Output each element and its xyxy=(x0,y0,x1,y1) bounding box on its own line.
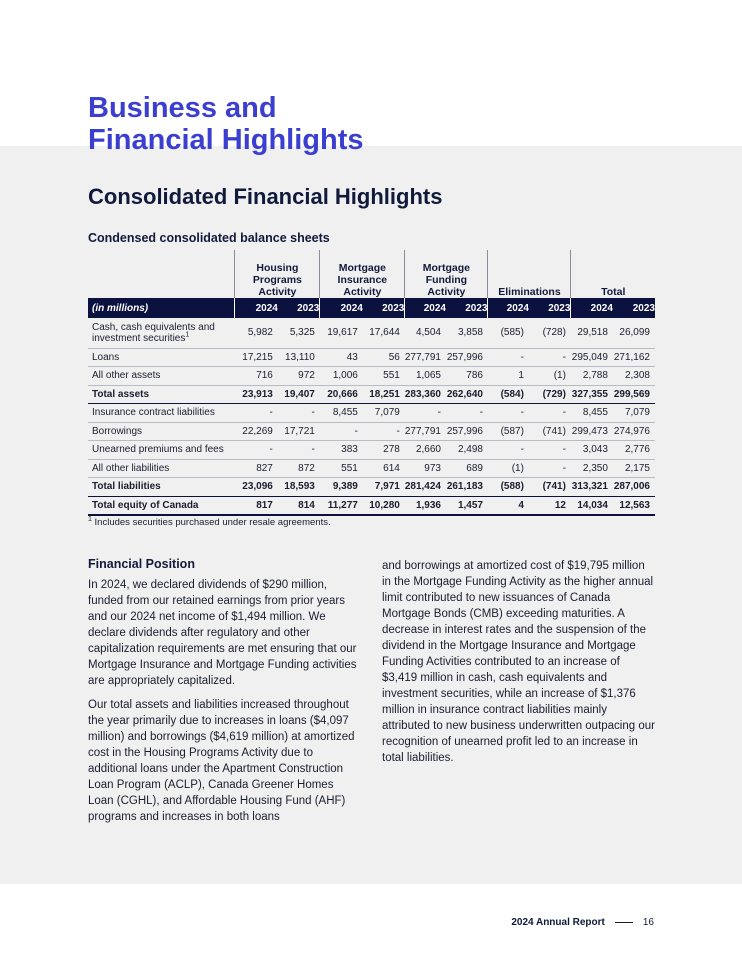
table-cell: 973 xyxy=(405,459,446,478)
table-cell: 3,043 xyxy=(571,441,613,460)
table-cell: 5,982 xyxy=(235,318,278,348)
group-header-row xyxy=(88,250,655,298)
row-label: Total liabilities xyxy=(88,478,235,497)
table-cell: 1 xyxy=(488,367,529,386)
section-title: Consolidated Financial Highlights xyxy=(88,184,443,209)
table-cell: 26,099 xyxy=(613,318,655,348)
table-row xyxy=(88,459,655,478)
row-label: Insurance contract liabilities xyxy=(88,404,235,423)
page-title-line2: Financial Highlights xyxy=(88,124,364,156)
table-cell: 7,971 xyxy=(363,478,405,497)
table-cell: - xyxy=(529,404,571,423)
table-cell: 257,996 xyxy=(446,348,488,367)
table-cell: 872 xyxy=(278,459,320,478)
table-cell: 814 xyxy=(278,496,320,515)
table-cell: (741) xyxy=(529,478,571,497)
table-cell: 17,215 xyxy=(235,348,278,367)
table-cell: 19,407 xyxy=(278,385,320,404)
table-cell: 716 xyxy=(235,367,278,386)
table-cell: 4 xyxy=(488,496,529,515)
table-cell: 281,424 xyxy=(405,478,446,497)
table-cell: 2,308 xyxy=(613,367,655,386)
row-label: Total assets xyxy=(88,385,235,404)
paragraph-borrowings: and borrowings at amortized cost of $19,795 million in the Mortgage Funding Activity as the higher annual limit contributed to new issuances of Canada Mortgage Bonds (CMB) exceeding maturities. A decrease in interest rates and the suspension of the dividend in the Mortgage Insurance and Mortgage Funding Activities contributed to an increase of $3,419 million in cash, cash equivalents and investment securities, while an increase of $1,376 million in insurance contract liabilities mainly attributed to new business underwritten outpacing our recognition of unearned profit led to an increase in total liabilities. xyxy=(382,560,655,764)
group-header: Total xyxy=(571,250,655,298)
table-cell: - xyxy=(446,404,488,423)
table-cell: 274,976 xyxy=(613,422,655,441)
table-cell: - xyxy=(488,441,529,460)
table-cell: 17,721 xyxy=(278,422,320,441)
table-cell: 56 xyxy=(363,348,405,367)
page-footer xyxy=(511,917,654,928)
table-row xyxy=(88,385,655,404)
table-cell: 1,065 xyxy=(405,367,446,386)
table-cell: - xyxy=(278,404,320,423)
table-cell: - xyxy=(529,348,571,367)
footnote-mark: 1 xyxy=(88,515,92,523)
table-cell: 262,640 xyxy=(446,385,488,404)
footer-divider xyxy=(615,922,633,923)
table-cell: 2,175 xyxy=(613,459,655,478)
table-cell: - xyxy=(278,441,320,460)
financial-position-heading: Financial Position xyxy=(88,557,195,571)
page-title xyxy=(88,92,364,156)
table-cell: - xyxy=(529,459,571,478)
footnote xyxy=(88,517,331,528)
table-cell: 2,788 xyxy=(571,367,613,386)
table-cell: 9,389 xyxy=(320,478,363,497)
table-cell: (587) xyxy=(488,422,529,441)
table-cell: 817 xyxy=(235,496,278,515)
table-cell: 383 xyxy=(320,441,363,460)
table-cell: 257,996 xyxy=(446,422,488,441)
year-header: 2024 xyxy=(571,298,613,318)
table-cell: 827 xyxy=(235,459,278,478)
table-cell: 689 xyxy=(446,459,488,478)
table-cell: 1,457 xyxy=(446,496,488,515)
table-cell: 551 xyxy=(320,459,363,478)
table-row xyxy=(88,404,655,423)
footnote-text: Includes securities purchased under resale agreements. xyxy=(94,517,331,528)
table-cell: 11,277 xyxy=(320,496,363,515)
table-cell: 2,350 xyxy=(571,459,613,478)
table-cell: 972 xyxy=(278,367,320,386)
table-cell: 18,593 xyxy=(278,478,320,497)
table-cell: - xyxy=(488,348,529,367)
table-cell: 13,110 xyxy=(278,348,320,367)
row-label: Unearned premiums and fees xyxy=(88,441,235,460)
table-cell: (1) xyxy=(488,459,529,478)
table-cell: 261,183 xyxy=(446,478,488,497)
table-row xyxy=(88,496,655,515)
table-cell: 8,455 xyxy=(571,404,613,423)
table-cell: 4,504 xyxy=(405,318,446,348)
table-cell: - xyxy=(405,404,446,423)
table-row xyxy=(88,348,655,367)
table-cell: 22,269 xyxy=(235,422,278,441)
table-cell: 277,791 xyxy=(405,422,446,441)
table-cell: 786 xyxy=(446,367,488,386)
table-cell: 8,455 xyxy=(320,404,363,423)
paragraph-assets: Our total assets and liabilities increased throughout the year primarily due to increases in loans ($4,097 million) and borrowings ($4,619 million) at amortized cost in the Housing Programs Activity due to additional loans under the Apartment Construction Loan Program (ACLP), Canada Greener Homes Loan (CGHL), and Affordable Housing Fund (AHF) programs and increases in both loans xyxy=(88,699,355,823)
table-cell: 2,660 xyxy=(405,441,446,460)
year-header-row xyxy=(88,298,655,318)
table-cell: 283,360 xyxy=(405,385,446,404)
table-cell: (728) xyxy=(529,318,571,348)
table-cell: - xyxy=(320,422,363,441)
table-cell: 313,321 xyxy=(571,478,613,497)
table-cell: (1) xyxy=(529,367,571,386)
year-header: 2023 xyxy=(297,302,320,314)
table-cell: 299,473 xyxy=(571,422,613,441)
table-cell: 2,498 xyxy=(446,441,488,460)
table-cell: 7,079 xyxy=(613,404,655,423)
table-cell: 12 xyxy=(529,496,571,515)
table-cell: 271,162 xyxy=(613,348,655,367)
footer-label: 2024 Annual Report xyxy=(511,917,605,928)
group-header: Mortgage Insurance Activity xyxy=(320,250,405,298)
table-cell: 299,569 xyxy=(613,385,655,404)
table-row xyxy=(88,478,655,497)
table-cell: (584) xyxy=(488,385,529,404)
table-cell: 5,325 xyxy=(278,318,320,348)
row-label: Borrowings xyxy=(88,422,235,441)
year-header: 2023 xyxy=(382,302,405,314)
table-row xyxy=(88,441,655,460)
table-cell: 1,936 xyxy=(405,496,446,515)
table-body xyxy=(88,318,655,515)
table-cell: 18,251 xyxy=(363,385,405,404)
table-cell: 19,617 xyxy=(320,318,363,348)
balance-sheet-table xyxy=(88,250,655,516)
table-row xyxy=(88,422,655,441)
table-cell: 614 xyxy=(363,459,405,478)
table-cell: 7,079 xyxy=(363,404,405,423)
year-header: 2024 xyxy=(405,298,446,318)
right-column xyxy=(382,558,655,774)
table-cell: (729) xyxy=(529,385,571,404)
row-label: Loans xyxy=(88,348,235,367)
table-cell: 43 xyxy=(320,348,363,367)
table-cell: 278 xyxy=(363,441,405,460)
table-cell: 14,034 xyxy=(571,496,613,515)
table-cell: 1,006 xyxy=(320,367,363,386)
row-label: All other liabilities xyxy=(88,459,235,478)
table-title: Condensed consolidated balance sheets xyxy=(88,231,330,245)
table-cell: 2,776 xyxy=(613,441,655,460)
table-cell: 20,666 xyxy=(320,385,363,404)
left-column xyxy=(88,556,360,833)
year-header: 2024 xyxy=(235,298,278,318)
page-number: 16 xyxy=(642,917,654,928)
table-row xyxy=(88,367,655,386)
table-cell: 3,858 xyxy=(446,318,488,348)
group-header: Mortgage Funding Activity xyxy=(405,250,488,298)
paragraph-dividends: In 2024, we declared dividends of $290 million, funded from our retained earnings from prior years and our 2024 net income of $1,494 million. We declare dividends after regulatory and other capitalization requirements are met ensuring that our Mortgage Insurance and Mortgage Funding activities are appropriately capitalized. xyxy=(88,579,357,687)
table-cell: 23,913 xyxy=(235,385,278,404)
table-cell: 287,006 xyxy=(613,478,655,497)
table-cell: 29,518 xyxy=(571,318,613,348)
table-cell: - xyxy=(488,404,529,423)
table-cell: - xyxy=(235,441,278,460)
group-header: Eliminations xyxy=(488,250,571,298)
year-header: 2023 xyxy=(465,302,488,314)
table-cell: 551 xyxy=(363,367,405,386)
table-cell: 327,355 xyxy=(571,385,613,404)
table-cell: 295,049 xyxy=(571,348,613,367)
year-header: 2024 xyxy=(488,298,529,318)
table-cell: 277,791 xyxy=(405,348,446,367)
table-cell: (741) xyxy=(529,422,571,441)
table-cell: 17,644 xyxy=(363,318,405,348)
year-header: 2024 xyxy=(320,298,363,318)
table-cell: 23,096 xyxy=(235,478,278,497)
table-cell: - xyxy=(363,422,405,441)
year-header: 2023 xyxy=(548,302,571,314)
group-header: Housing Programs Activity xyxy=(235,250,320,298)
table-row xyxy=(88,318,655,348)
row-label: Total equity of Canada xyxy=(88,496,235,515)
table-cell: - xyxy=(529,441,571,460)
row-label: Cash, cash equivalents and investment securities$^1$ xyxy=(88,318,235,348)
page-title-line1: Business and xyxy=(88,92,277,124)
table-cell: (585) xyxy=(488,318,529,348)
table-cell: 12,563 xyxy=(613,496,655,515)
table-cell: - xyxy=(235,404,278,423)
year-header: 2023 xyxy=(632,302,655,314)
table-cell: (588) xyxy=(488,478,529,497)
table-cell: 10,280 xyxy=(363,496,405,515)
row-label: All other assets xyxy=(88,367,235,386)
unit-label: (in millions) xyxy=(92,302,149,314)
